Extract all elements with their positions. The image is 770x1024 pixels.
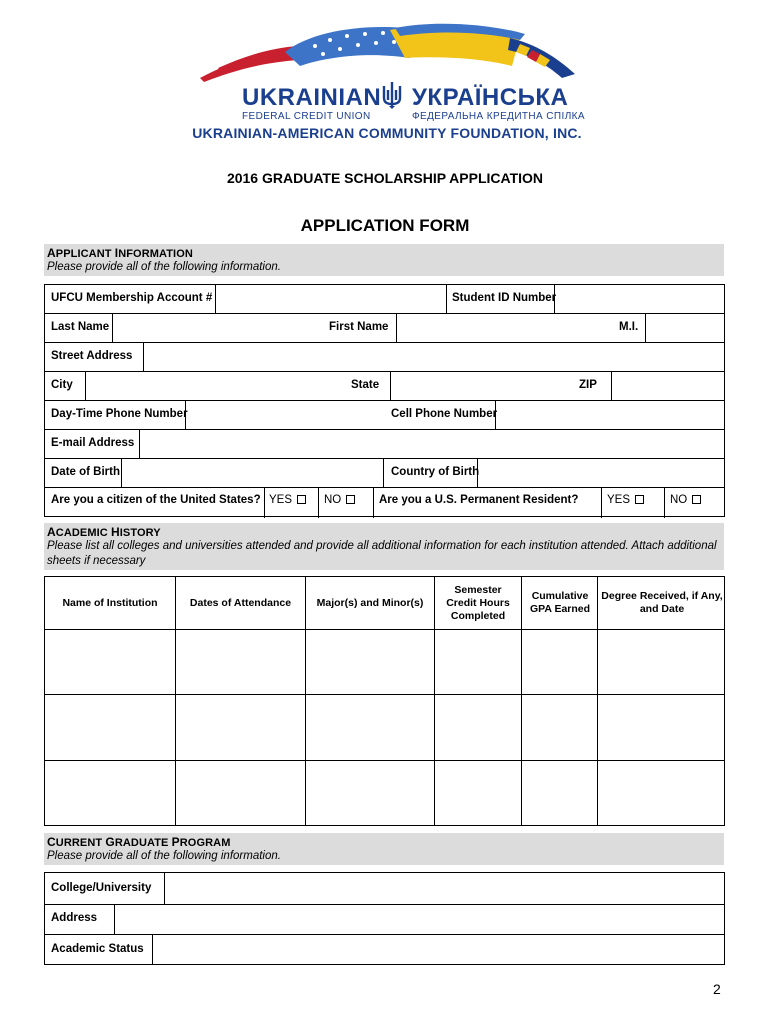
academic-status-label: Academic Status: [51, 943, 144, 955]
resident-yes-option[interactable]: YES: [607, 494, 644, 506]
checkbox-icon[interactable]: [692, 495, 701, 504]
email-label: E-mail Address: [51, 437, 135, 449]
table-row[interactable]: [45, 630, 724, 694]
middle-initial-field[interactable]: [646, 314, 725, 342]
checkbox-icon[interactable]: [635, 495, 644, 504]
section-title: CURRENT GRADUATE PROGRAM: [47, 835, 231, 849]
logo-subtitle-ukrainian: ФЕДЕРАЛЬНА КРЕДИТНА СПІЛКА: [412, 111, 585, 122]
form-title: APPLICATION FORM: [300, 216, 470, 235]
membership-label: UFCU Membership Account #: [51, 292, 213, 304]
column-header-credit-hours: Semester Credit Hours Completed: [446, 583, 510, 622]
address-label: Address: [51, 912, 98, 924]
first-name-label: First Name: [329, 321, 389, 333]
academic-section-header: [44, 523, 724, 570]
citizen-yes-option[interactable]: YES: [269, 494, 306, 506]
column-header-dates: Dates of Attendance: [189, 596, 292, 609]
zip-field[interactable]: [612, 372, 725, 400]
column-header-degree: Degree Received, if Any, and Date: [601, 590, 723, 615]
logo-subtitle-english: FEDERAL CREDIT UNION: [242, 111, 371, 122]
email-field[interactable]: [140, 430, 725, 458]
section-title: APPLICANT INFORMATION: [47, 246, 193, 260]
applicant-info-table: [44, 284, 725, 517]
cell-phone-label: Cell Phone Number: [391, 408, 498, 420]
section-title: ACADEMIC HISTORY: [47, 525, 161, 539]
zip-label: ZIP: [579, 379, 597, 391]
membership-field[interactable]: [216, 285, 446, 313]
logo-name-english: UKRAINIAN: [242, 84, 382, 111]
graduate-program-section-header: [44, 833, 724, 865]
country-of-birth-label: Country of Birth: [391, 466, 480, 478]
street-address-field[interactable]: [144, 343, 725, 371]
last-name-field[interactable]: [113, 314, 323, 342]
section-note: Please provide all of the following information.: [47, 850, 281, 862]
page-number: 2: [713, 981, 721, 997]
college-field[interactable]: [165, 873, 724, 904]
logo-name-ukrainian: УКРАЇНСЬКА: [412, 84, 569, 111]
checkbox-icon[interactable]: [297, 495, 306, 504]
city-field[interactable]: [86, 372, 342, 400]
student-id-label: Student ID Number: [452, 292, 557, 304]
resident-no-option[interactable]: NO: [670, 494, 701, 506]
section-note: Please list all colleges and universities attended and provide all additional information for each institution attended. Attach additional sheets if necessary: [47, 540, 717, 567]
table-row[interactable]: [45, 761, 724, 825]
permanent-resident-question: Are you a U.S. Permanent Resident?: [379, 494, 579, 506]
column-header-majors: Major(s) and Minor(s): [316, 596, 424, 609]
first-name-field[interactable]: [397, 314, 615, 342]
checkbox-icon[interactable]: [346, 495, 355, 504]
citizen-question: Are you a citizen of the United States?: [51, 494, 261, 506]
dob-label: Date of Birth: [51, 466, 120, 478]
state-field[interactable]: [391, 372, 571, 400]
city-label: City: [51, 379, 73, 391]
column-header-institution: Name of Institution: [62, 596, 158, 609]
street-address-label: Street Address: [51, 350, 133, 362]
graduate-program-table: [44, 872, 725, 965]
address-field[interactable]: [115, 905, 724, 934]
student-id-field[interactable]: [555, 285, 725, 313]
foundation-name: UKRAINIAN-AMERICAN COMMUNITY FOUNDATION, INC.: [192, 125, 582, 141]
middle-initial-label: M.I.: [619, 321, 639, 333]
country-of-birth-field[interactable]: [478, 459, 725, 487]
table-row[interactable]: [45, 695, 724, 760]
college-label: College/University: [51, 882, 152, 894]
last-name-label: Last Name: [51, 321, 110, 333]
dob-field[interactable]: [122, 459, 382, 487]
day-phone-label: Day-Time Phone Number: [51, 408, 188, 420]
organization-logo: [160, 22, 610, 144]
citizen-no-option[interactable]: NO: [324, 494, 355, 506]
column-header-gpa: Cumulative GPA Earned: [529, 590, 591, 615]
academic-history-table: [44, 576, 725, 826]
document-title: 2016 GRADUATE SCHOLARSHIP APPLICATION: [226, 170, 544, 186]
day-phone-field[interactable]: [186, 401, 382, 429]
section-note: Please provide all of the following information.: [47, 261, 281, 273]
trident-icon: [378, 80, 406, 110]
cell-phone-field[interactable]: [496, 401, 725, 429]
academic-status-field[interactable]: [153, 935, 724, 964]
applicant-section-header: [44, 244, 724, 276]
state-label: State: [351, 379, 380, 391]
flag-banner-icon: [190, 22, 580, 84]
